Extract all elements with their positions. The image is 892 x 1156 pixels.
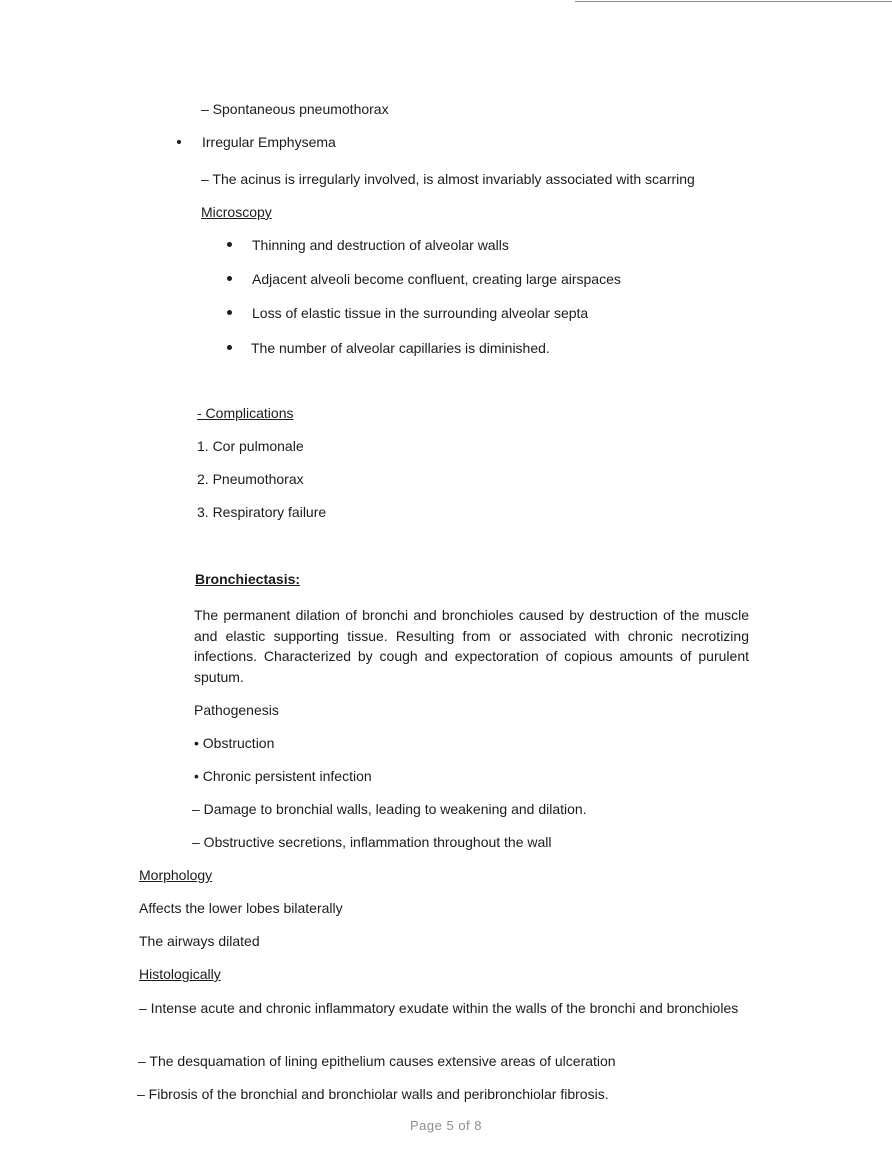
histology-line: – The desquamation of lining epithelium causes extensive areas of ulceration [138,1053,616,1069]
bullet-icon [227,242,232,247]
bullet-icon [177,140,181,144]
complication-item: 2. Pneumothorax [197,471,304,487]
histology-heading: Histologically [139,966,221,982]
spontaneous-pneumothorax-line: – Spontaneous pneumothorax [201,101,389,117]
microscopy-heading: Microscopy [201,204,272,220]
pathogenesis-item: – Damage to bronchial walls, leading to weakening and dilation. [192,801,587,817]
microscopy-item: Adjacent alveoli become confluent, creating large airspaces [252,271,621,287]
morphology-line: The airways dilated [139,933,260,949]
bronchiectasis-definition: The permanent dilation of bronchi and bronchioles caused by destruction of the muscle and elastic supporting tissue. Resulting from or associated with chronic necrotizing infections. Characterized by cough and expectoration of copious amounts of purulent sputum. [194,607,749,685]
bullet-icon [227,310,232,315]
scan-top-rule [575,1,892,2]
morphology-line: Affects the lower lobes bilaterally [139,900,343,916]
pathogenesis-item: • Obstruction [194,735,275,751]
histology-line: – Fibrosis of the bronchial and bronchiolar walls and peribronchiolar fibrosis. [137,1086,609,1102]
pathogenesis-item: – Obstructive secretions, inflammation throughout the wall [192,834,552,850]
irregular-emphysema-description: – The acinus is irregularly involved, is almost invariably associated with scarring [201,171,695,187]
pathogenesis-item: • Chronic persistent infection [194,768,372,784]
bronchiectasis-heading: Bronchiectasis: [195,571,301,587]
complication-item: 1. Cor pulmonale [197,438,304,454]
complications-heading: - Complications [197,405,294,421]
complication-item: 3. Respiratory failure [197,504,327,520]
histology-line: – Intense acute and chronic inflammatory exudate within the walls of the bronchi and bronchioles [139,1000,739,1016]
irregular-emphysema-title: Irregular Emphysema [202,134,336,150]
bullet-icon [227,276,232,281]
bullet-icon [227,345,232,350]
microscopy-item: The number of alveolar capillaries is diminished. [251,340,550,356]
morphology-heading: Morphology [139,867,213,883]
pathogenesis-label: Pathogenesis [194,702,279,718]
microscopy-item: Loss of elastic tissue in the surrounding alveolar septa [252,305,589,321]
page-number: Page 5 of 8 [410,1118,482,1133]
microscopy-item: Thinning and destruction of alveolar walls [252,237,509,253]
